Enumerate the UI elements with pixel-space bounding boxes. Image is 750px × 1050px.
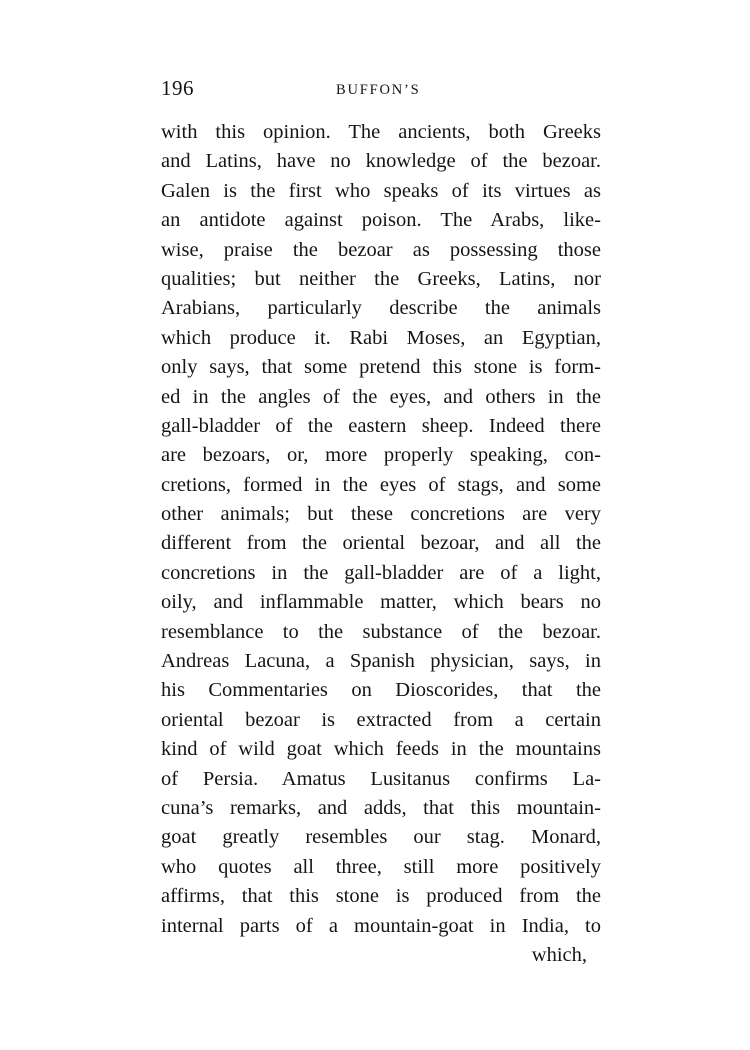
text-line: Andreas Lacuna, a Spanish physician, says, in — [161, 650, 601, 673]
page-number: 196 — [161, 76, 194, 100]
running-title: BUFFON’S — [336, 82, 421, 98]
text-line: who quotes all three, still more positively — [161, 855, 601, 878]
text-line: an antidote against poison. The Arabs, like- — [161, 209, 601, 232]
text-line: Arabians, particularly describe the animals — [161, 297, 601, 320]
body-text — [161, 118, 601, 970]
text-line: cretions, formed in the eyes of stags, and some — [161, 473, 601, 496]
text-line: affirms, that this stone is produced from the — [161, 885, 601, 908]
running-head — [161, 76, 601, 106]
text-line: wise, praise the bezoar as possessing those — [161, 238, 601, 261]
text-line: ed in the angles of the eyes, and others in the — [161, 385, 601, 408]
text-line: are bezoars, or, more properly speaking, con- — [161, 444, 601, 467]
text-line: other animals; but these concretions are very — [161, 503, 601, 526]
text-line: oriental bezoar is extracted from a certain — [161, 708, 601, 731]
text-line: of Persia. Amatus Lusitanus confirms La- — [161, 767, 601, 790]
text-line: oily, and inflammable matter, which bears no — [161, 591, 601, 614]
text-line: resemblance to the substance of the bezoar. — [161, 620, 601, 643]
text-line: kind of wild goat which feeds in the mountains — [161, 738, 601, 761]
text-line: goat greatly resembles our stag. Monard, — [161, 826, 601, 849]
text-line: only says, that some pretend this stone is form- — [161, 356, 601, 379]
text-line: with this opinion. The ancients, both Greeks — [161, 121, 601, 143]
text-line: his Commentaries on Dioscorides, that the — [161, 679, 601, 702]
text-line: which produce it. Rabi Moses, an Egyptian, — [161, 326, 601, 349]
text-line: cuna’s remarks, and adds, that this mountain- — [161, 796, 601, 819]
text-line: different from the oriental bezoar, and all the — [161, 532, 601, 555]
text-line: concretions in the gall-bladder are of a light, — [161, 561, 601, 584]
text-line: and Latins, have no knowledge of the bezoar. — [161, 150, 601, 173]
text-line: gall-bladder of the eastern sheep. Indeed there — [161, 414, 601, 437]
text-line: Galen is the first who speaks of its virtues as — [161, 179, 601, 202]
catchword: which, — [531, 943, 587, 966]
text-line: internal parts of a mountain-goat in India, to — [161, 914, 601, 937]
text-line: qualities; but neither the Greeks, Latins, nor — [161, 267, 601, 290]
